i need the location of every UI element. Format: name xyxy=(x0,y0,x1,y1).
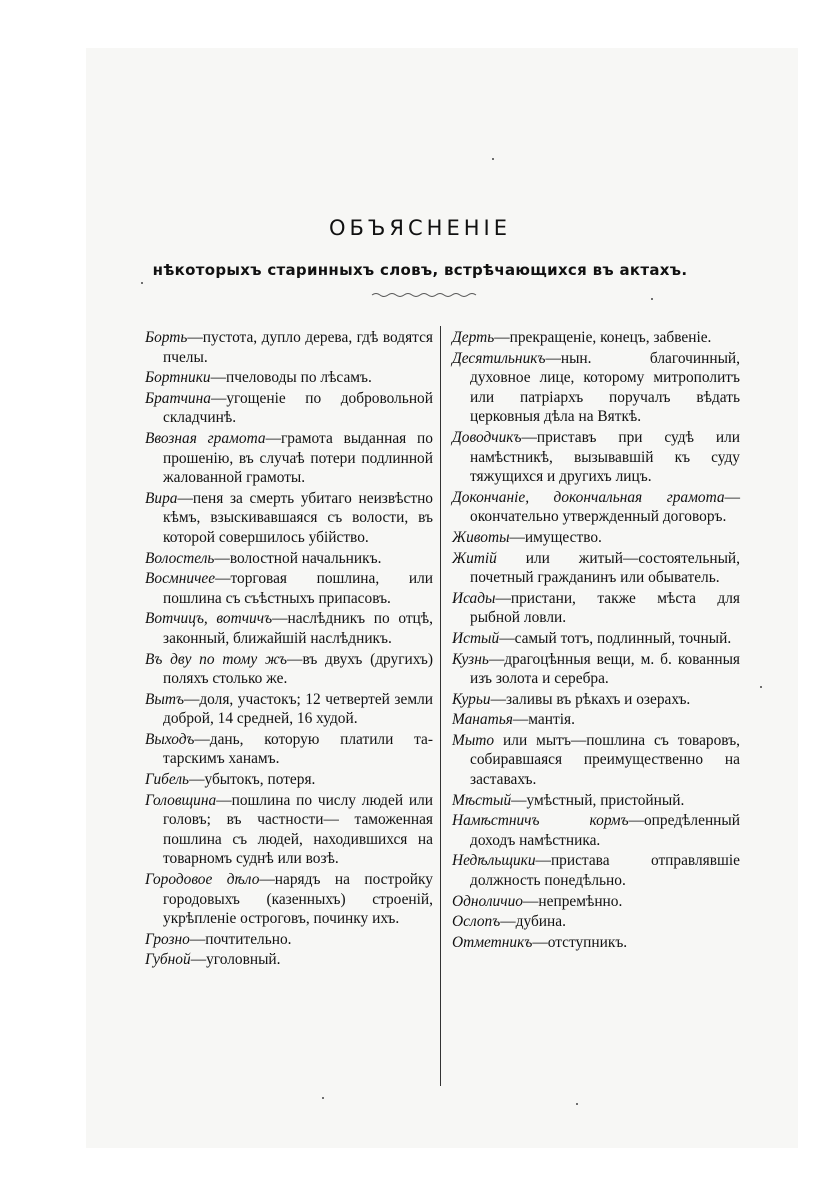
glossary-entry xyxy=(452,528,740,548)
right-column xyxy=(452,328,740,952)
glossary-definition: —опредѣленный доходъ намѣстника. xyxy=(470,812,740,849)
glossary-definition: —пошлина по числу людей или головъ; въ частности— таможенная пошлина съ людей, находившихся на товарномъ суднѣ или возѣ. xyxy=(163,791,433,868)
glossary-definition: —заливы въ рѣкахъ и озерахъ. xyxy=(490,690,691,708)
glossary-entry xyxy=(452,731,740,790)
glossary-term: Истый xyxy=(452,629,500,647)
glossary-entry xyxy=(452,892,740,912)
glossary-definition: —пристани, также мѣста для рыбной ловли. xyxy=(470,589,740,627)
glossary-definition: —драгоцѣнныя вещи, м. б. кованныя изъ золота и серебра. xyxy=(470,650,740,688)
glossary-term: Кузнь xyxy=(452,650,489,668)
glossary-definition: —пустота, дупло дерева, гдѣ водятся пчелы. xyxy=(163,329,433,366)
scan-speck xyxy=(141,282,143,284)
glossary-entry xyxy=(145,489,433,548)
glossary-entry xyxy=(145,730,433,769)
glossary-term: Дерть xyxy=(452,329,495,346)
glossary-definition: —окончательно утвержденный договоръ. xyxy=(470,488,740,526)
scan-speck xyxy=(492,158,494,160)
glossary-definition: —имущество. xyxy=(509,528,602,546)
glossary-entry xyxy=(452,851,740,890)
glossary-definition: или мытъ—пошлина съ товаровъ, собиравшаяся преимущественно на заставахъ. xyxy=(470,731,740,789)
glossary-entry xyxy=(452,791,740,811)
glossary-definition: —уголовный. xyxy=(190,951,281,969)
glossary-entry xyxy=(452,912,740,932)
glossary-term: Вотчицъ, вотчичъ xyxy=(145,610,273,628)
glossary-entry xyxy=(452,710,740,730)
glossary-entry xyxy=(452,629,740,649)
glossary-entry xyxy=(145,328,433,367)
glossary-term: Губной xyxy=(145,951,191,969)
glossary-entry xyxy=(452,589,740,628)
glossary-entry xyxy=(145,870,433,929)
glossary-entry xyxy=(145,770,433,790)
glossary-definition: —мантія. xyxy=(512,711,575,729)
left-column xyxy=(145,328,433,970)
glossary-entry xyxy=(452,349,740,427)
glossary-entry xyxy=(145,791,433,869)
scan-speck xyxy=(651,298,653,300)
glossary-term: Братчина xyxy=(145,389,211,407)
glossary-entry xyxy=(145,950,433,970)
glossary-definition: —умѣстный, пристойный. xyxy=(511,791,685,809)
glossary-entry xyxy=(452,549,740,588)
glossary-definition: —самый тотъ, подлинный, точный. xyxy=(499,629,732,647)
glossary-definition: —дубина. xyxy=(500,913,566,931)
glossary-term: Отметникъ xyxy=(452,933,533,951)
glossary-definition: —пристава отправлявшіе должность понедѣльно. xyxy=(470,852,740,890)
glossary-term: Ввозная грамота xyxy=(145,429,266,447)
glossary-definition: —торговая пошлина, или пошлина съ съѣстныхъ припасовъ. xyxy=(163,570,433,607)
glossary-definition: —угощеніе по добровольной складчинѣ. xyxy=(163,389,433,427)
glossary-term: Въ дву по тому жъ xyxy=(145,650,288,668)
glossary-definition: —волостной начальникъ. xyxy=(214,549,382,567)
glossary-term: Доводчикъ xyxy=(452,428,522,446)
glossary-term: Недѣльщики xyxy=(452,852,536,870)
glossary-definition: —отступникъ. xyxy=(532,933,628,951)
scan-speck xyxy=(322,1097,324,1099)
glossary-definition: —въ двухъ (другихъ) поляхъ столько же. xyxy=(163,650,433,688)
glossary-term: Вира xyxy=(145,489,178,507)
glossary-definition: —нын. благочинный, духовное лице, которому митрополитъ или патріархъ поручалъ вѣдать церковныя дѣла на Вяткѣ. xyxy=(470,349,740,426)
glossary-definition: —дань, которую платили татарскимъ ханамъ. xyxy=(163,730,433,768)
glossary-entry xyxy=(145,389,433,428)
glossary-term: Городовое дѣло xyxy=(145,871,260,889)
glossary-definition: или житый—состоятельный, почетный гражданинъ или обыватель. xyxy=(470,549,740,587)
glossary-definition: —непремѣнно. xyxy=(523,892,623,910)
glossary-term: Десятильникъ xyxy=(452,349,546,367)
glossary-definition: —нарядъ на постройку городовыхъ (казенныхъ) строеній, укрѣпленіе остроговъ, починку ихъ. xyxy=(163,871,433,928)
glossary-definition: —пеня за смерть убитаго неизвѣстно кѣмъ, взыскивавшаяся съ волости, въ которой совершилось убійство. xyxy=(163,489,433,546)
glossary-entry xyxy=(452,328,740,348)
glossary-definition: —почтительно. xyxy=(189,930,292,948)
glossary-term: Восмничее xyxy=(145,570,216,588)
glossary-term: Манатья xyxy=(452,711,513,729)
glossary-definition: —грамота выданная по прошенію, въ случаѣ потери подлинной жалованной грамоты. xyxy=(163,429,433,487)
glossary-entry xyxy=(452,650,740,689)
glossary-definition: —прекращеніе, конецъ, забвеніе. xyxy=(494,329,712,346)
glossary-term: Исады xyxy=(452,589,496,607)
glossary-term: Животы xyxy=(452,528,510,546)
glossary-entry xyxy=(452,690,740,710)
glossary-term: Одноличио xyxy=(452,892,523,910)
glossary-definition: —убытокъ, потеря. xyxy=(189,771,316,789)
glossary-entry xyxy=(145,368,433,388)
glossary-term: Волостель xyxy=(145,549,215,567)
glossary-term: Выходъ xyxy=(145,730,195,748)
glossary-term: Курьи xyxy=(452,690,491,708)
glossary-term: Намѣстничъ кормъ xyxy=(452,812,629,830)
glossary-entry xyxy=(452,933,740,953)
scan-speck xyxy=(760,686,762,688)
glossary-term: Головщина xyxy=(145,791,217,809)
glossary-entry xyxy=(145,650,433,689)
glossary-entry xyxy=(145,569,433,608)
glossary-definition: —доля, участокъ; 12 четвертей земли доброй, 14 средней, 16 худой. xyxy=(163,690,433,728)
glossary-definition: —приставъ при судѣ или намѣстникѣ, вызывавшій къ суду тяжущихся и другихъ лицъ. xyxy=(470,428,740,486)
glossary-entry xyxy=(452,428,740,487)
glossary-definition: —наслѣдникъ по отцѣ, законный, ближайшій наслѣдникъ. xyxy=(163,610,433,647)
glossary-term: Ослопъ xyxy=(452,913,501,931)
glossary-term: Гибель xyxy=(145,771,190,789)
decorative-rule-ornament xyxy=(370,290,480,300)
glossary-term: Докончаніе, докончальная грамота xyxy=(452,488,725,506)
column-divider xyxy=(440,326,441,1086)
glossary-entry xyxy=(145,549,433,569)
glossary-definition: —пчеловоды по лѣсамъ. xyxy=(210,369,372,387)
glossary-entry xyxy=(145,690,433,729)
glossary-term: Грозно xyxy=(145,930,190,948)
page-subtitle: нѣкоторыхъ старинныхъ словъ, встрѣчающихся въ актахъ. xyxy=(152,261,688,279)
glossary-term: Вытъ xyxy=(145,690,184,708)
glossary-entry xyxy=(452,488,740,527)
glossary-term: Борть xyxy=(145,329,188,346)
scan-speck xyxy=(576,1103,578,1105)
glossary-entry xyxy=(145,930,433,950)
page-title: ОБЪЯСНЕНІЕ xyxy=(329,216,511,240)
glossary-entry xyxy=(145,609,433,648)
glossary-term: Мыто xyxy=(452,731,495,749)
glossary-term: Мѣстый xyxy=(452,791,512,809)
glossary-term: Бортники xyxy=(145,369,211,387)
glossary-term: Житій xyxy=(452,549,497,567)
glossary-entry xyxy=(145,429,433,488)
glossary-entry xyxy=(452,811,740,850)
